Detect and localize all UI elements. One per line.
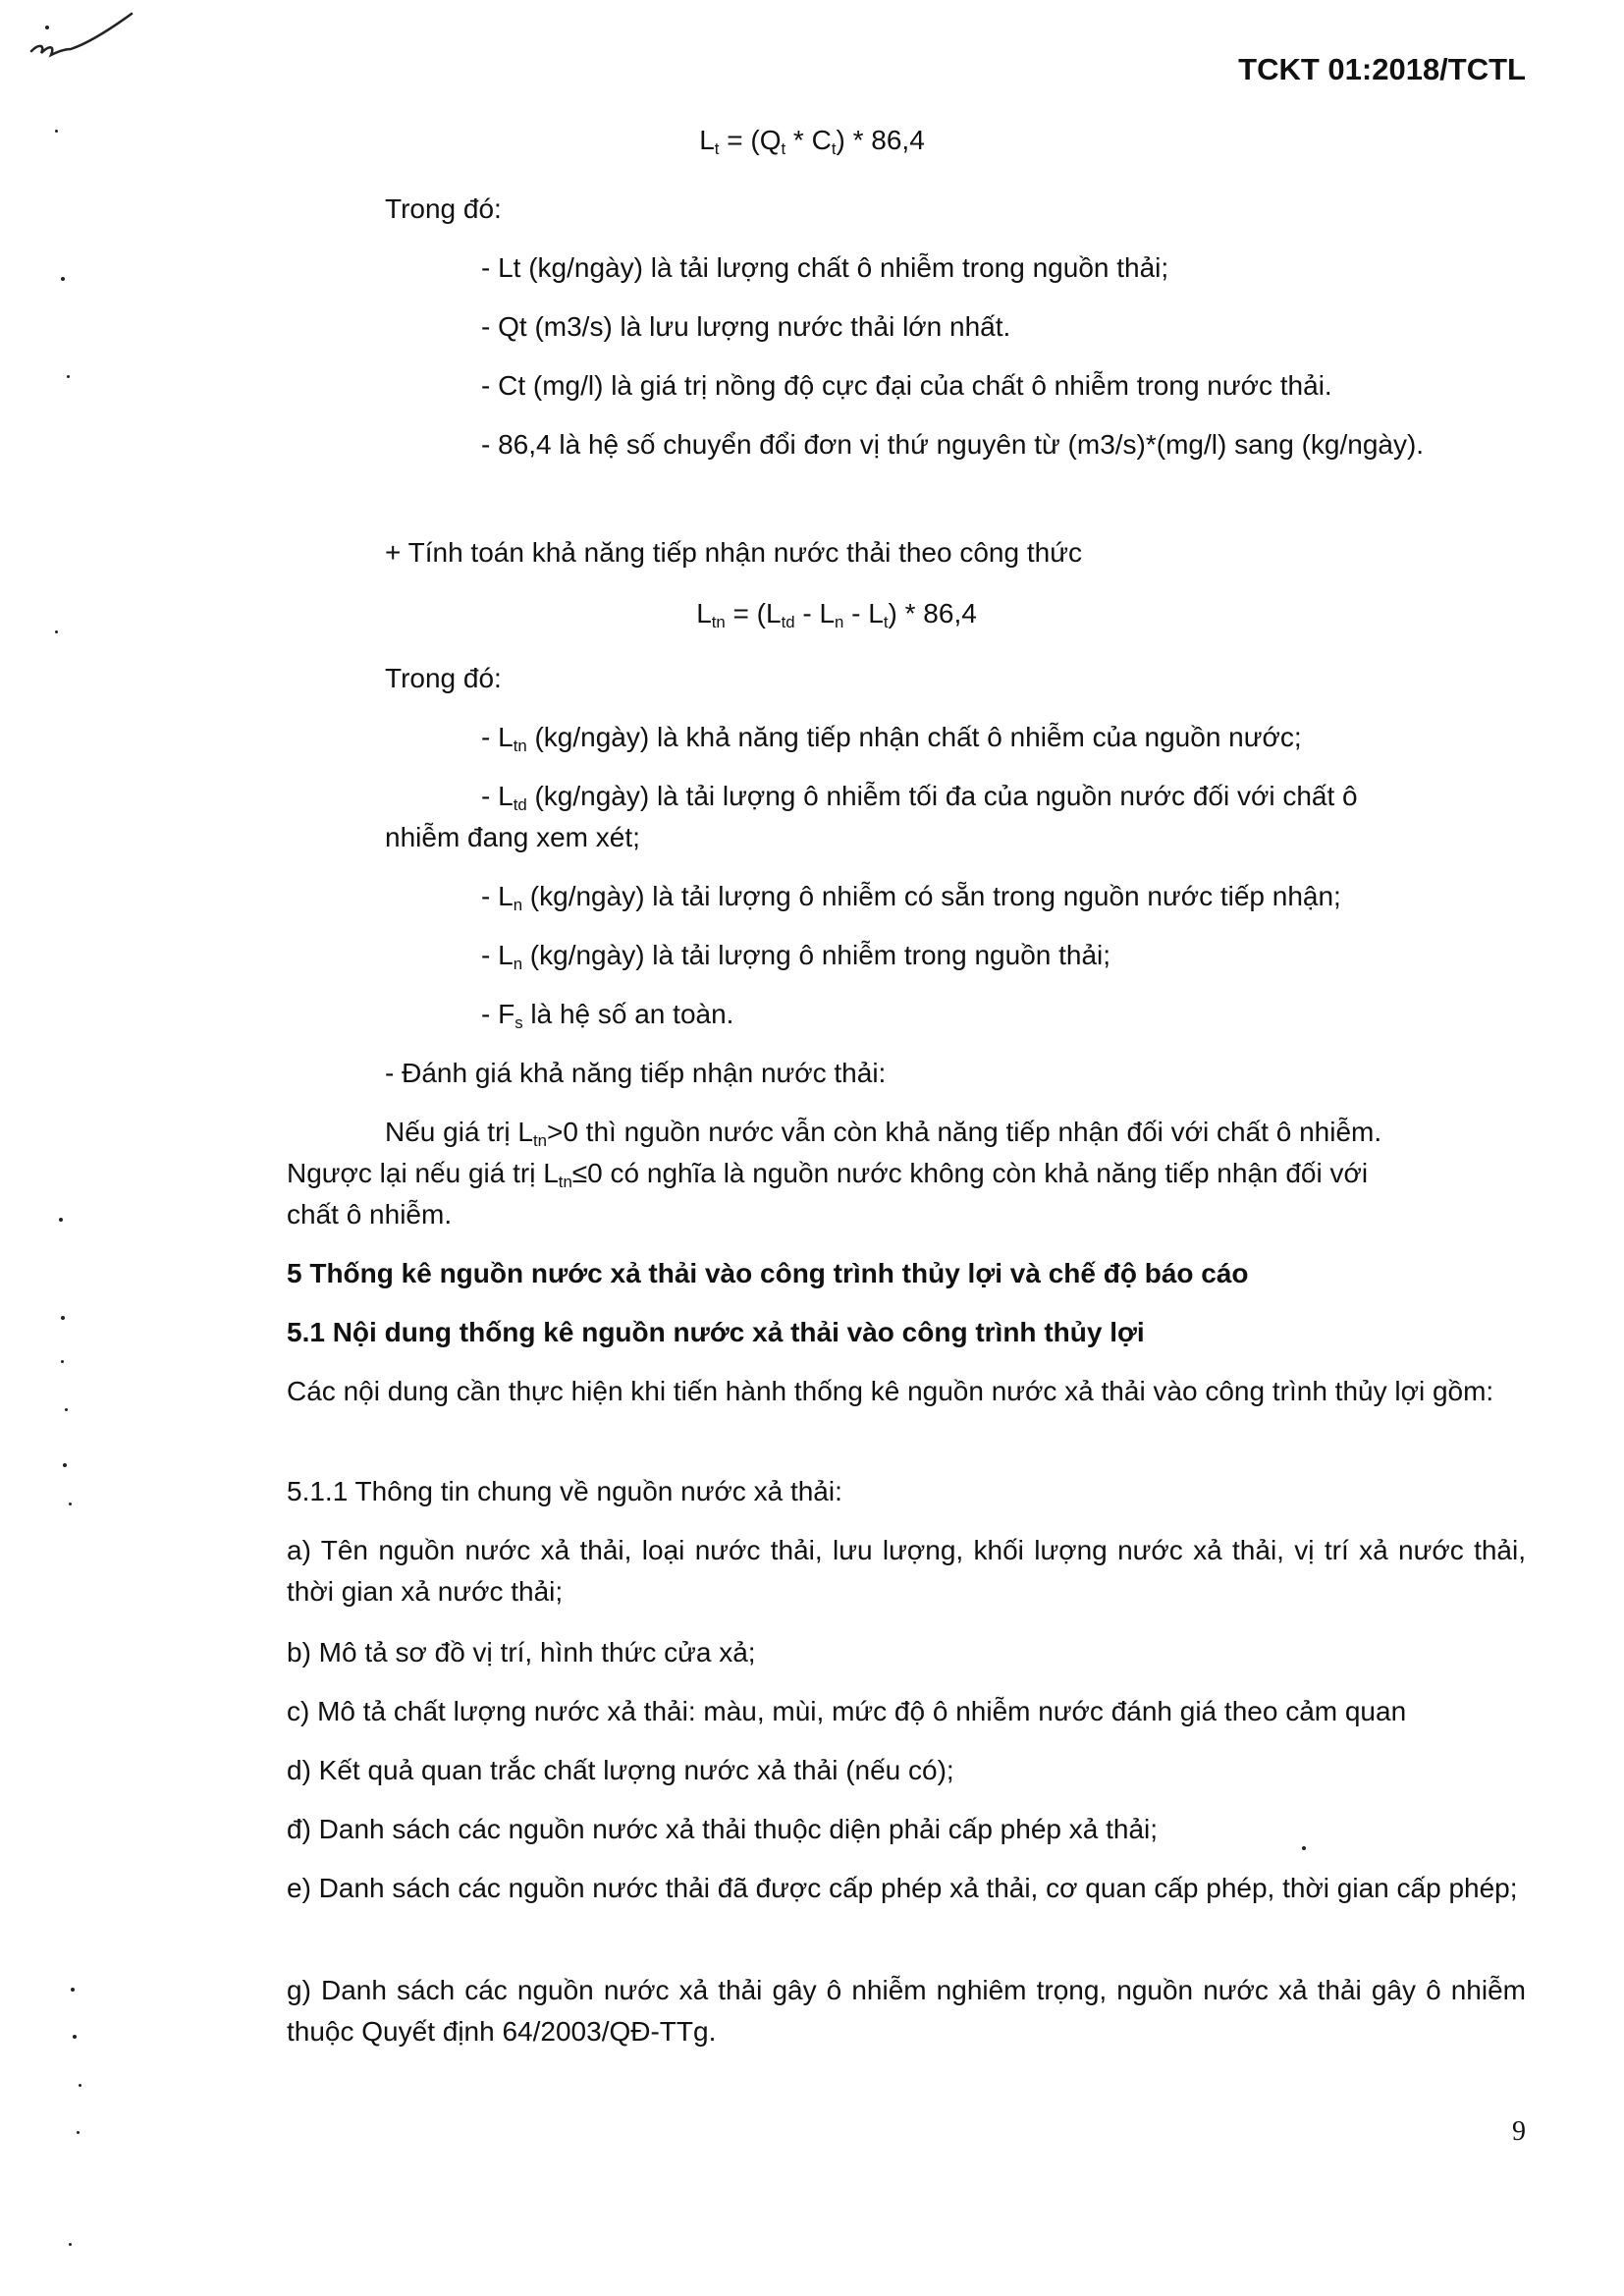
scan-speck <box>61 1316 65 1320</box>
scan-speck <box>55 630 58 633</box>
list-item: đ) Danh sách các nguồn nước xả thải thuộc diện phải cấp phép xả thải; <box>287 1814 1159 1844</box>
definition-item: - Lt (kg/ngày) là tải lượng chất ô nhiễm trong nguồn thải; <box>481 252 1169 283</box>
definition-item: - $L_{tn}$ (kg/ngày) là khả năng tiếp nhận chất ô nhiễm của nguồn nước; <box>481 722 1302 755</box>
equation-capacity: $L_{tn} = (L_{td} - L_n - L_t) * 86,4$ <box>696 598 977 631</box>
scan-speck <box>1302 1846 1306 1850</box>
definition-item: - $L_n$ (kg/ngày) là tải lượng ô nhiễm trong nguồn thải; <box>481 940 1111 973</box>
where-label-2: Trong đó: <box>385 663 502 693</box>
definition-item: - $F_s$ là hệ số an toàn. <box>481 999 734 1032</box>
page-number: 9 <box>1512 2116 1526 2147</box>
scan-speck <box>61 277 65 281</box>
list-item: e) Danh sách các nguồn nước thải đã được cấp phép xả thải, cơ quan cấp phép, thời gian cấp phép; <box>287 1873 1518 1903</box>
list-item: d) Kết quả quan trắc chất lượng nước xả thải (nếu có); <box>287 1755 954 1785</box>
definition-item: - 86,4 là hệ số chuyển đổi đơn vị thứ nguyên từ (m3/s)*(mg/l) sang (kg/ngày). <box>481 429 1425 460</box>
scan-speck <box>69 2243 72 2246</box>
assessment-title: - Đánh giá khả năng tiếp nhận nước thải: <box>385 1058 887 1088</box>
scan-speck <box>79 2084 81 2087</box>
definition-item: - $L_{td}$ (kg/ngày) là tải lượng ô nhiễm tối đa của nguồn nước đối với chất ô <box>481 781 1358 814</box>
equation-load: $L_t = (Q_t * C_t) * 86,4$ <box>699 125 925 158</box>
assessment-line: Ngược lại nếu giá trị $L_{tn}\le 0$ có nghĩa là nguồn nước không còn khả năng tiếp nhận đối với <box>287 1158 1369 1191</box>
scan-speck <box>65 1408 68 1411</box>
where-label-1: Trong đó: <box>385 193 502 224</box>
document-code-header: TCKT 01:2018/TCTL <box>1238 52 1526 86</box>
assessment-line: chất ô nhiễm. <box>287 1199 453 1230</box>
definition-item: - Qt (m3/s) là lưu lượng nước thải lớn nhất. <box>481 311 1011 342</box>
scan-speck <box>71 1988 75 1992</box>
scan-speck <box>55 130 58 133</box>
section-5-1-1-heading: 5.1.1 Thông tin chung về nguồn nước xả thải: <box>287 1476 842 1506</box>
list-item: a) Tên nguồn nước xả thải, loại nước thải, lưu lượng, khối lượng nước xả thải, vị trí xả nước thải, thời gian xả nước thải; <box>287 1535 1526 1607</box>
calc-intro: + Tính toán khả năng tiếp nhận nước thải theo công thức <box>385 537 1082 568</box>
scan-speck <box>67 375 70 378</box>
scan-speck <box>45 26 49 29</box>
definition-continuation: nhiễm đang xem xét; <box>385 822 640 852</box>
list-item: c) Mô tả chất lượng nước xả thải: màu, mùi, mức độ ô nhiễm nước đánh giá theo cảm quan <box>287 1696 1407 1726</box>
section-5-1-heading: 5.1 Nội dung thống kê nguồn nước xả thải vào công trình thủy lợi <box>287 1317 1145 1347</box>
section-5-heading: 5 Thống kê nguồn nước xả thải vào công trình thủy lợi và chế độ báo cáo <box>287 1258 1249 1288</box>
scan-speck <box>63 1463 67 1467</box>
list-item: g) Danh sách các nguồn nước xả thải gây ô nhiễm nghiêm trọng, nguồn nước xả thải gây ô nhiễm thuộc Quyết định 64/2003/QĐ-TTg. <box>287 1975 1526 2047</box>
scan-speck <box>59 1218 63 1222</box>
assessment-line: Nếu giá trị $L_{tn}>0$ thì nguồn nước vẫn còn khả năng tiếp nhận đối với chất ô nhiễm. <box>385 1117 1382 1150</box>
scan-speck <box>61 1360 64 1363</box>
initials-signature-icon <box>0 0 137 69</box>
list-item: b) Mô tả sơ đồ vị trí, hình thức cửa xả; <box>287 1637 756 1667</box>
definition-item: - Ct (mg/l) là giá trị nồng độ cực đại của chất ô nhiễm trong nước thải. <box>481 370 1332 401</box>
scan-speck <box>77 2131 80 2134</box>
definition-item: - $L_n$ (kg/ngày) là tải lượng ô nhiễm có sẵn trong nguồn nước tiếp nhận; <box>481 881 1341 914</box>
scan-speck <box>69 1503 72 1505</box>
section-5-1-intro: Các nội dung cần thực hiện khi tiến hành thống kê nguồn nước xả thải vào công trình thủy lợi gồm: <box>287 1376 1494 1406</box>
scan-speck <box>73 2035 77 2039</box>
